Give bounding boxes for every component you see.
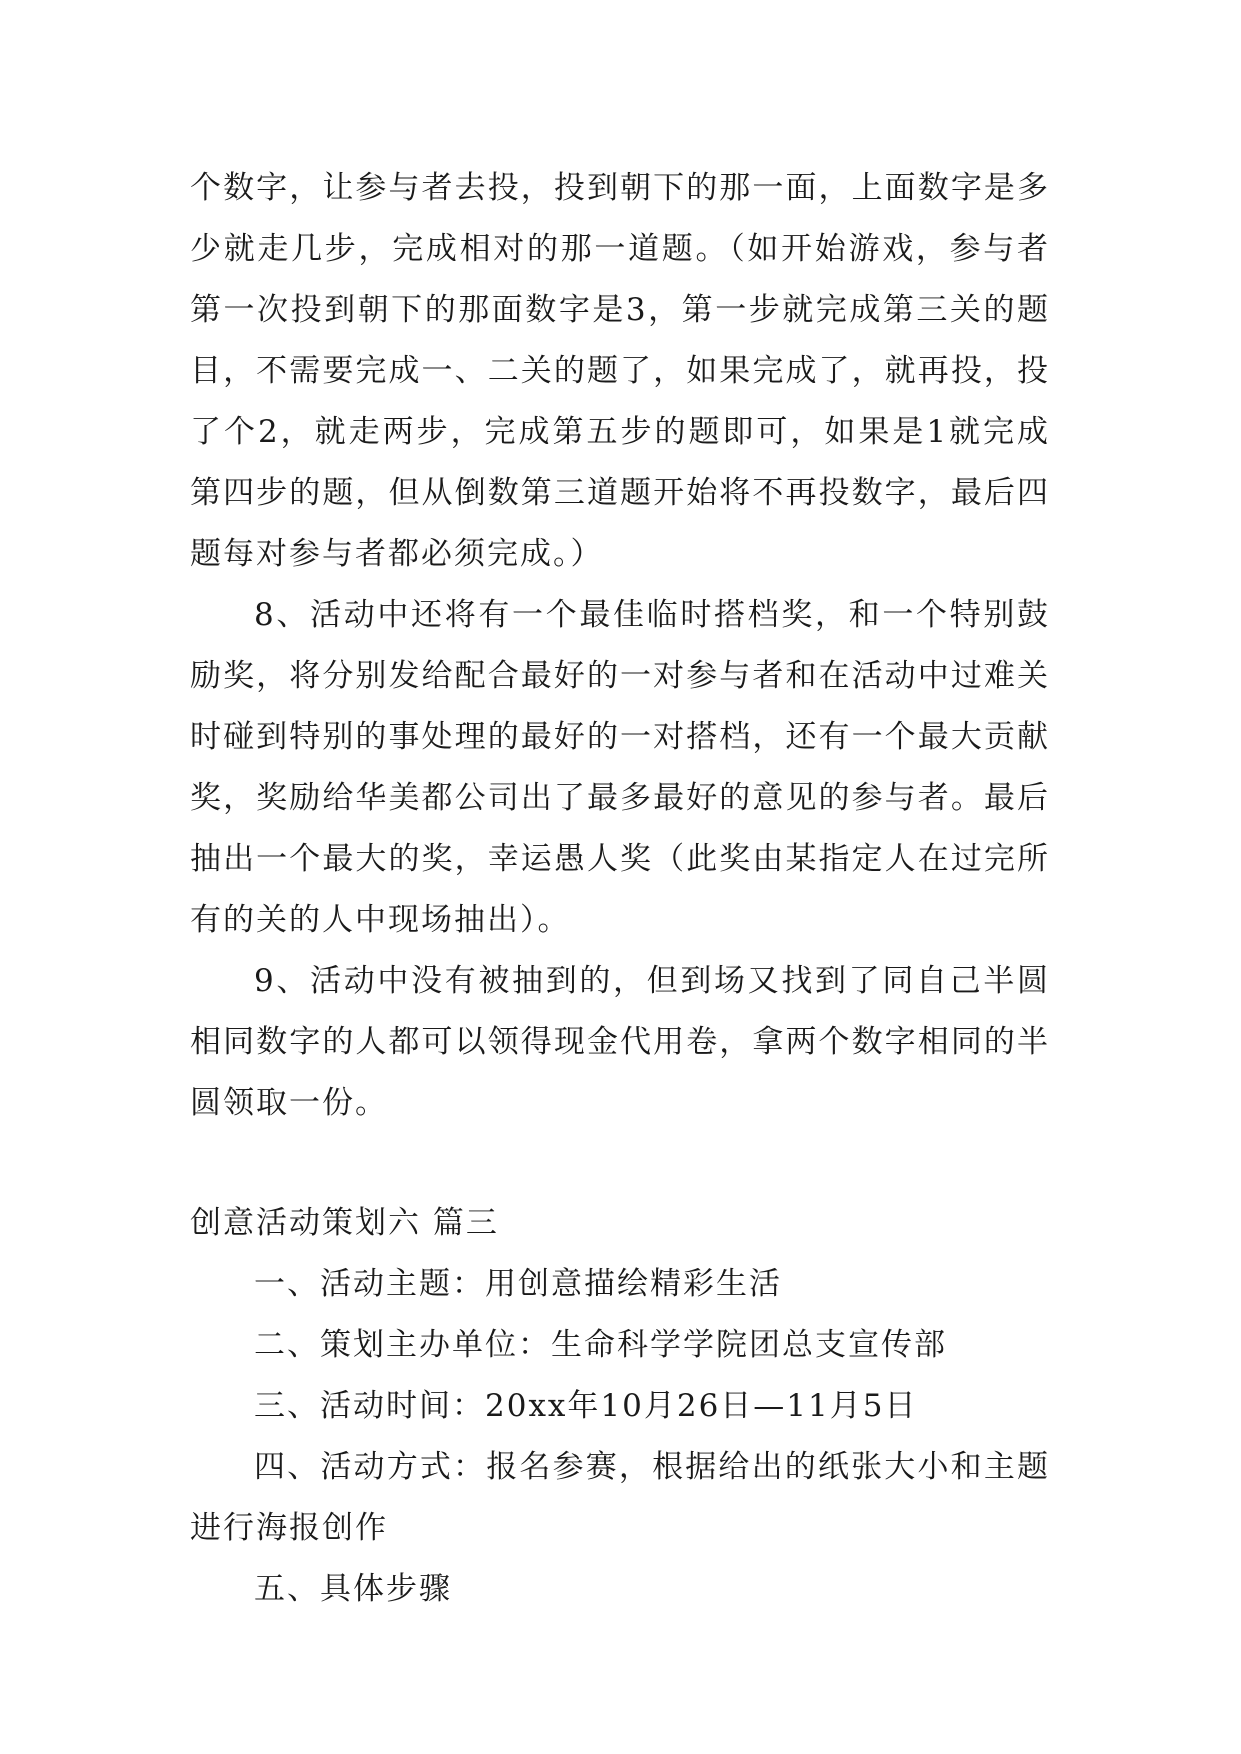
- list-item-steps: 五、具体步骤: [254, 1571, 452, 1607]
- document-page: [190, 158, 1050, 1620]
- body-paragraph-2: 8、活动中还将有一个最佳临时搭档奖，和一个特别鼓励奖，将分别发给配合最好的一对参与者和在活动中过难关时碰到特别的事处理的最好的一对搭档，还有一个最大贡献奖，奖励给华美都公司出了最多最好的意见的参与者。最后抽出一个最大的奖，幸运愚人奖（此奖由某指定人在过完所有的关的人中现场抽出）。: [190, 597, 1050, 938]
- list-item-organizer: 二、策划主办单位：生命科学学院团总支宣传部: [254, 1327, 947, 1363]
- list-item-theme: 一、活动主题：用创意描绘精彩生活: [254, 1266, 782, 1302]
- section-title: 创意活动策划六 篇三: [190, 1205, 499, 1241]
- list-item-method: 四、活动方式：报名参赛，根据给出的纸张大小和主题进行海报创作: [190, 1449, 1050, 1546]
- list-item-time: 三、活动时间：20xx年10月26日—11月5日: [254, 1388, 918, 1424]
- body-paragraph-1: 个数字，让参与者去投，投到朝下的那一面，上面数字是多少就走几步，完成相对的那一道题。（如开始游戏，参与者第一次投到朝下的那面数字是3，第一步就完成第三关的题目，不需要完成一、二关的题了，如果完成了，就再投，投了个2，就走两步，完成第五步的题即可，如果是1就完成第四步的题，但从倒数第三道题开始将不再投数字，最后四题每对参与者都必须完成。）: [190, 170, 1050, 572]
- body-paragraph-3: 9、活动中没有被抽到的，但到场又找到了同自己半圆相同数字的人都可以领得现金代用卷，拿两个数字相同的半圆领取一份。: [190, 963, 1050, 1121]
